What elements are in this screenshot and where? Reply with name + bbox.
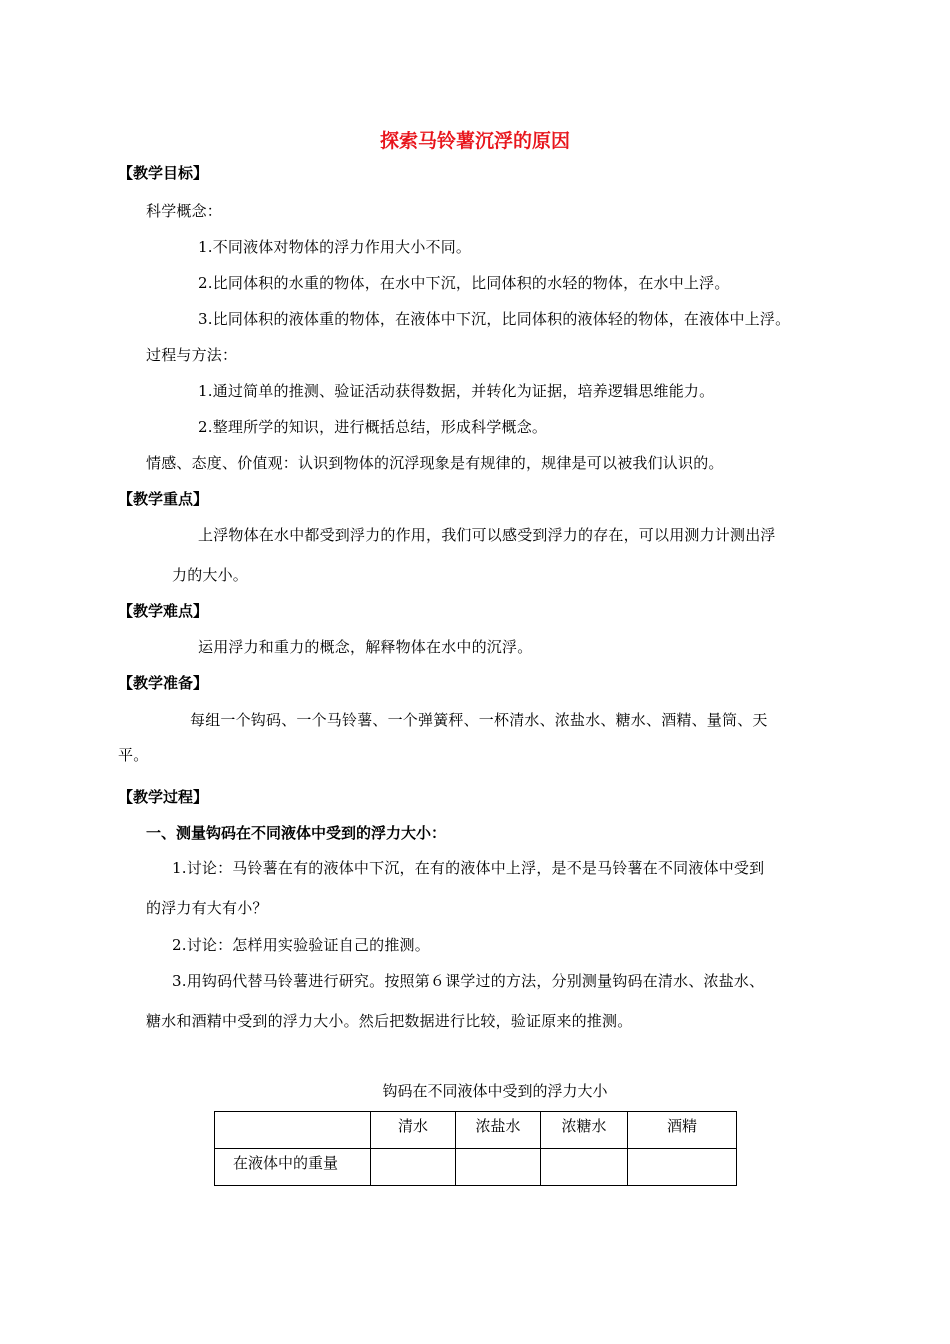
- column-header-water: 清水: [371, 1112, 456, 1149]
- preparation-line-1: 每组一个钩码、一个马铃薯、一个弹簧秤、一杯清水、浓盐水、糖水、酒精、量筒、天: [190, 711, 768, 729]
- process-item-3-line-2: 糖水和酒精中受到的浮力大小。然后把数据进行比较，验证原来的推测。: [146, 1012, 633, 1030]
- process-item-1: 1.通过简单的推测、验证活动获得数据，并转化为证据，培养逻辑思维能力。: [198, 382, 715, 400]
- difficulty-text: 运用浮力和重力的概念，解释物体在水中的沉浮。: [198, 638, 533, 656]
- section-1-title: 一、测量钩码在不同液体中受到的浮力大小：: [146, 824, 447, 842]
- preparation-heading: 【教学准备】: [118, 674, 209, 692]
- objectives-heading: 【教学目标】: [118, 164, 209, 182]
- process-item-2: 2.讨论：怎样用实验验证自己的推测。: [172, 936, 430, 954]
- science-item-2: 2.比同体积的水重的物体，在水中下沉，比同体积的水轻的物体，在水中上浮。: [198, 274, 730, 292]
- process-item-1-line-2: 的浮力有大有小？: [146, 899, 268, 917]
- preparation-line-2: 平。: [118, 746, 149, 764]
- process-item-2: 2.整理所学的知识，进行概括总结，形成科学概念。: [198, 418, 548, 436]
- table-header-row: [215, 1112, 737, 1149]
- column-header-alcohol: 酒精: [628, 1112, 737, 1149]
- attitude-text: 情感、态度、价值观：认识到物体的沉浮现象是有规律的，规律是可以被我们认识的。: [146, 454, 724, 472]
- buoyancy-table: [214, 1111, 737, 1186]
- table-cell: [371, 1149, 456, 1186]
- science-item-3: 3.比同体积的液体重的物体，在液体中下沉，比同体积的液体轻的物体，在液体中上浮。: [198, 310, 791, 328]
- table-caption: 钩码在不同液体中受到的浮力大小: [382, 1082, 608, 1100]
- key-point-line-1: 上浮物体在水中都受到浮力的作用，我们可以感受到浮力的存在，可以用测力计测出浮: [198, 526, 776, 544]
- row-label-weight-in-liquid: 在液体中的重量: [215, 1149, 371, 1186]
- table-corner-cell: [215, 1112, 371, 1149]
- table-row: [215, 1149, 737, 1186]
- process-method-label: 过程与方法：: [146, 346, 238, 364]
- process-heading: 【教学过程】: [118, 788, 209, 806]
- document-title: 探索马铃薯沉浮的原因: [379, 130, 570, 152]
- key-point-heading: 【教学重点】: [118, 490, 209, 508]
- table-cell: [456, 1149, 541, 1186]
- science-item-1: 1.不同液体对物体的浮力作用大小不同。: [198, 238, 472, 256]
- science-concept-label: 科学概念：: [146, 202, 223, 220]
- table-cell: [541, 1149, 628, 1186]
- process-item-1-line-1: 1.讨论：马铃薯在有的液体中下沉，在有的液体中上浮，是不是马铃薯在不同液体中受到: [172, 859, 765, 877]
- column-header-salt-water: 浓盐水: [456, 1112, 541, 1149]
- key-point-line-2: 力的大小。: [172, 566, 249, 584]
- column-header-sugar-water: 浓糖水: [541, 1112, 628, 1149]
- process-item-3-line-1: 3.用钩码代替马铃薯进行研究。按照第６课学过的方法，分别测量钩码在清水、浓盐水、: [172, 972, 765, 990]
- table-cell: [628, 1149, 737, 1186]
- difficulty-heading: 【教学难点】: [118, 602, 209, 620]
